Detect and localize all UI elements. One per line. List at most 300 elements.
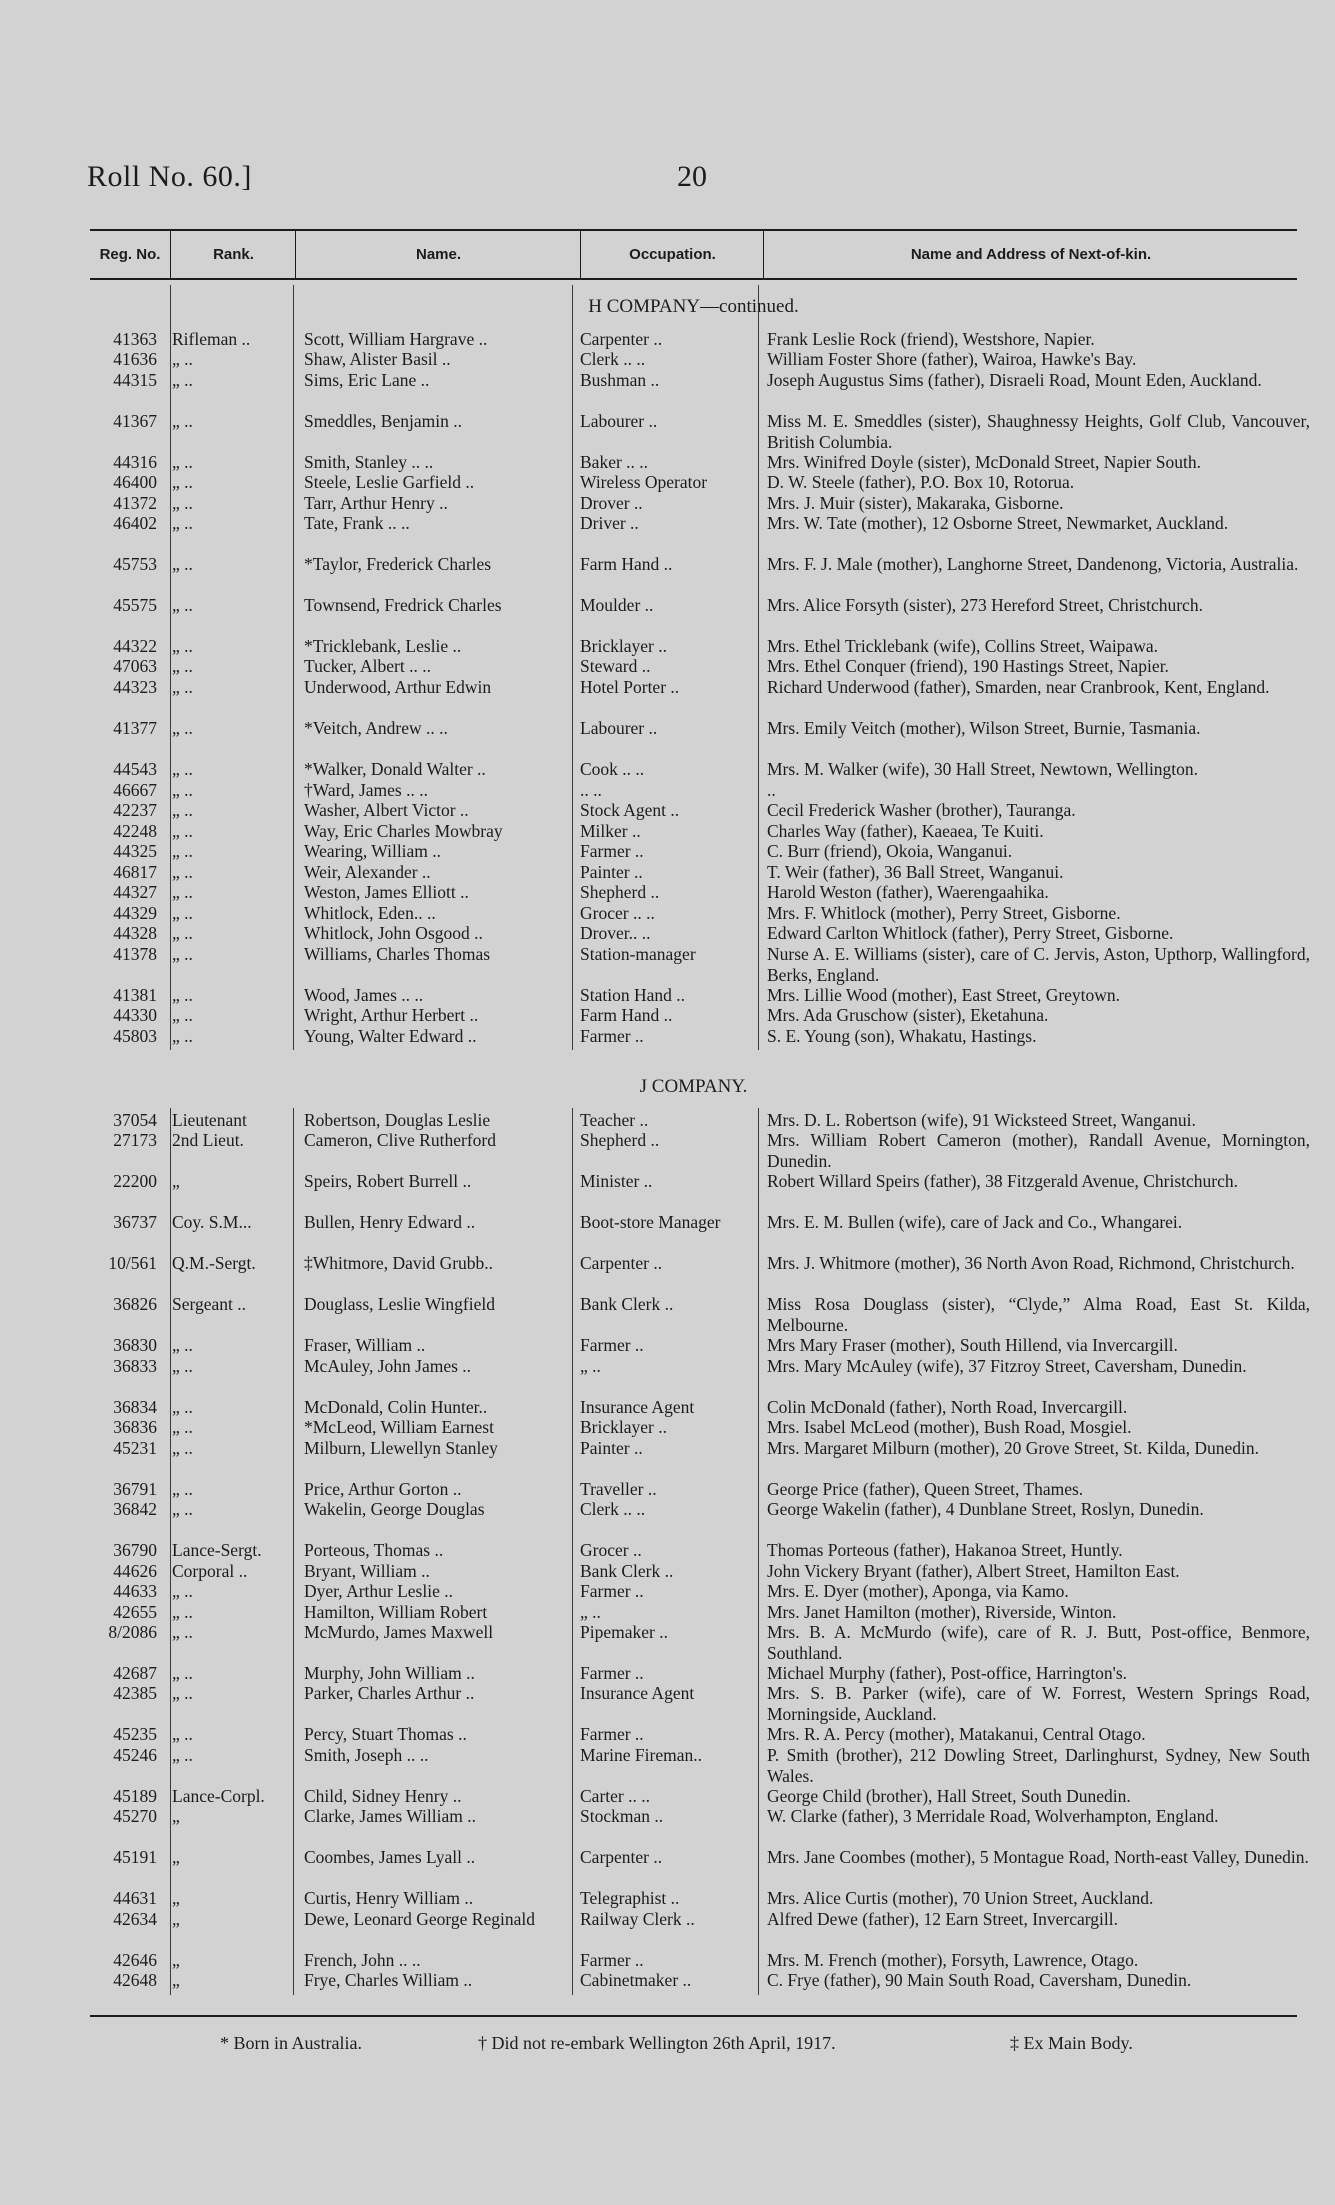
occupation: Painter .. bbox=[580, 862, 643, 882]
reg-number: 45189 bbox=[113, 1786, 157, 1806]
next-of-kin: W. Clarke (father), 3 Merridale Road, Wolverhampton, England. bbox=[767, 1806, 1219, 1826]
occupation: Telegraphist .. bbox=[580, 1888, 680, 1908]
next-of-kin: Harold Weston (father), Waerengaahika. bbox=[767, 882, 1049, 902]
next-of-kin: P. Smith (brother), 212 Dowling Street, Darlinghurst, Sydney, New South Wales. bbox=[767, 1745, 1310, 1786]
soldier-name: Sims, Eric Lane .. bbox=[304, 370, 430, 390]
next-of-kin: Richard Underwood (father), Smarden, near Cranbrook, Kent, England. bbox=[767, 677, 1270, 697]
reg-number: 44631 bbox=[113, 1888, 157, 1908]
reg-number: 44325 bbox=[113, 841, 157, 861]
next-of-kin: Mrs. Ethel Tricklebank (wife), Collins Street, Waipawa. bbox=[767, 636, 1158, 656]
occupation: Boot-store Manager bbox=[580, 1212, 721, 1232]
reg-number: 46667 bbox=[113, 780, 157, 800]
next-of-kin: Edward Carlton Whitlock (father), Perry Street, Gisborne. bbox=[767, 923, 1174, 943]
soldier-name: Tarr, Arthur Henry .. bbox=[304, 493, 448, 513]
next-of-kin: .. bbox=[767, 780, 776, 800]
occupation: Bank Clerk .. bbox=[580, 1561, 674, 1581]
next-of-kin: Mrs. M. Walker (wife), 30 Hall Street, Newtown, Wellington. bbox=[767, 759, 1199, 779]
reg-number: 44315 bbox=[113, 370, 157, 390]
reg-number: 42385 bbox=[113, 1683, 157, 1703]
soldier-name: Williams, Charles Thomas bbox=[304, 944, 491, 964]
reg-number: 42248 bbox=[113, 821, 157, 841]
rank: „ .. bbox=[172, 1417, 193, 1437]
occupation: Drover.. .. bbox=[580, 923, 651, 943]
soldier-name: Robertson, Douglas Leslie bbox=[304, 1110, 491, 1130]
rank: „ .. bbox=[172, 370, 193, 390]
column-rule bbox=[572, 285, 573, 1050]
soldier-name: Steele, Leslie Garfield .. bbox=[304, 472, 475, 492]
soldier-name: *Walker, Donald Walter .. bbox=[304, 759, 486, 779]
reg-number: 47063 bbox=[113, 656, 157, 676]
soldier-name: Wright, Arthur Herbert .. bbox=[304, 1005, 479, 1025]
reg-number: 41367 bbox=[113, 411, 157, 431]
next-of-kin: Mrs. Winifred Doyle (sister), McDonald Street, Napier South. bbox=[767, 452, 1201, 472]
next-of-kin: William Foster Shore (father), Wairoa, Hawke's Bay. bbox=[767, 349, 1137, 369]
reg-number: 44327 bbox=[113, 882, 157, 902]
next-of-kin: Frank Leslie Rock (friend), Westshore, Napier. bbox=[767, 329, 1095, 349]
rank: „ .. bbox=[172, 718, 193, 738]
soldier-name: Scott, William Hargrave .. bbox=[304, 329, 488, 349]
next-of-kin: Mrs. Isabel McLeod (mother), Bush Road, Mosgiel. bbox=[767, 1417, 1132, 1437]
rank: „ .. bbox=[172, 493, 193, 513]
next-of-kin: John Vickery Bryant (father), Albert Street, Hamilton East. bbox=[767, 1561, 1180, 1581]
next-of-kin: George Child (brother), Hall Street, South Dunedin. bbox=[767, 1786, 1131, 1806]
reg-number: 44322 bbox=[113, 636, 157, 656]
rank: Lance-Corpl. bbox=[172, 1786, 265, 1806]
occupation: Carpenter .. bbox=[580, 329, 663, 349]
rank: „ bbox=[172, 1847, 180, 1867]
reg-number: 46400 bbox=[113, 472, 157, 492]
next-of-kin: Mrs. Lillie Wood (mother), East Street, Greytown. bbox=[767, 985, 1121, 1005]
occupation: Cook .. .. bbox=[580, 759, 645, 779]
soldier-name: Frye, Charles William .. bbox=[304, 1970, 473, 1990]
reg-number: 46402 bbox=[113, 513, 157, 533]
soldier-name: *Taylor, Frederick Charles bbox=[304, 554, 492, 574]
soldier-name: Shaw, Alister Basil .. bbox=[304, 349, 451, 369]
soldier-name: Smith, Joseph .. .. bbox=[304, 1745, 429, 1765]
next-of-kin: Colin McDonald (father), North Road, Invercargill. bbox=[767, 1397, 1128, 1417]
soldier-name: Murphy, John William .. bbox=[304, 1663, 475, 1683]
reg-number: 45270 bbox=[113, 1806, 157, 1826]
reg-number: 45803 bbox=[113, 1026, 157, 1046]
next-of-kin: S. E. Young (son), Whakatu, Hastings. bbox=[767, 1026, 1037, 1046]
occupation: Marine Fireman.. bbox=[580, 1745, 702, 1765]
next-of-kin: Mrs. Emily Veitch (mother), Wilson Street, Burnie, Tasmania. bbox=[767, 718, 1201, 738]
soldier-name: Coombes, James Lyall .. bbox=[304, 1847, 476, 1867]
rank: Sergeant .. bbox=[172, 1294, 247, 1314]
occupation: Stock Agent .. bbox=[580, 800, 680, 820]
rank: „ .. bbox=[172, 903, 193, 923]
soldier-name: Weir, Alexander .. bbox=[304, 862, 431, 882]
next-of-kin: Cecil Frederick Washer (brother), Tauranga. bbox=[767, 800, 1076, 820]
occupation: Shepherd .. bbox=[580, 1130, 660, 1150]
occupation: Steward .. bbox=[580, 656, 651, 676]
occupation: Insurance Agent bbox=[580, 1683, 695, 1703]
soldier-name: Smeddles, Benjamin .. bbox=[304, 411, 462, 431]
soldier-name: Dewe, Leonard George Reginald bbox=[304, 1909, 535, 1929]
rank: „ .. bbox=[172, 1397, 193, 1417]
reg-number: 44328 bbox=[113, 923, 157, 943]
header-name: Name. bbox=[295, 231, 581, 278]
section-j-company: J COMPANY. bbox=[639, 1076, 748, 1097]
occupation: Farmer .. bbox=[580, 1663, 644, 1683]
soldier-name: *McLeod, William Earnest bbox=[304, 1417, 494, 1437]
soldier-name: Speirs, Robert Burrell .. bbox=[304, 1171, 472, 1191]
occupation: Painter .. bbox=[580, 1438, 643, 1458]
soldier-name: Wakelin, George Douglas bbox=[304, 1499, 485, 1519]
rank: „ .. bbox=[172, 1581, 193, 1601]
next-of-kin: Alfred Dewe (father), 12 Earn Street, Invercargill. bbox=[767, 1909, 1118, 1929]
roll-number: Roll No. 60.] bbox=[87, 160, 252, 193]
rank: „ .. bbox=[172, 1438, 193, 1458]
occupation: „ .. bbox=[580, 1356, 601, 1376]
reg-number: 41363 bbox=[113, 329, 157, 349]
soldier-name: ‡Whitmore, David Grubb.. bbox=[304, 1253, 494, 1273]
reg-number: 44316 bbox=[113, 452, 157, 472]
next-of-kin: Michael Murphy (father), Post-office, Harrington's. bbox=[767, 1663, 1128, 1683]
soldier-name: *Veitch, Andrew .. .. bbox=[304, 718, 448, 738]
reg-number: 10/561 bbox=[108, 1253, 157, 1273]
occupation: Stockman .. bbox=[580, 1806, 664, 1826]
soldier-name: Way, Eric Charles Mowbray bbox=[304, 821, 503, 841]
reg-number: 36737 bbox=[113, 1212, 157, 1232]
rank: „ .. bbox=[172, 882, 193, 902]
occupation: Milker .. bbox=[580, 821, 641, 841]
occupation: Drover .. bbox=[580, 493, 643, 513]
rank: „ .. bbox=[172, 1683, 193, 1703]
rank: „ bbox=[172, 1171, 180, 1191]
soldier-name: McDonald, Colin Hunter.. bbox=[304, 1397, 488, 1417]
occupation: Teacher .. bbox=[580, 1110, 649, 1130]
reg-number: 22200 bbox=[113, 1171, 157, 1191]
occupation: Farmer .. bbox=[580, 1026, 644, 1046]
rank: „ .. bbox=[172, 800, 193, 820]
rank: „ .. bbox=[172, 1724, 193, 1744]
soldier-name: Townsend, Fredrick Charles bbox=[304, 595, 502, 615]
occupation: Carter .. .. bbox=[580, 1786, 650, 1806]
reg-number: 8/2086 bbox=[108, 1622, 157, 1642]
occupation: Cabinetmaker .. bbox=[580, 1970, 692, 1990]
rank: „ .. bbox=[172, 411, 193, 431]
next-of-kin: Mrs. J. Muir (sister), Makaraka, Gisborne. bbox=[767, 493, 1064, 513]
rank: „ .. bbox=[172, 554, 193, 574]
occupation: Railway Clerk .. bbox=[580, 1909, 695, 1929]
occupation: Hotel Porter .. bbox=[580, 677, 680, 697]
next-of-kin: Mrs. Ada Gruschow (sister), Eketahuna. bbox=[767, 1005, 1049, 1025]
next-of-kin: Mrs. Alice Forsyth (sister), 273 Hereford Street, Christchurch. bbox=[767, 595, 1203, 615]
rank: „ bbox=[172, 1888, 180, 1908]
soldier-name: Tucker, Albert .. .. bbox=[304, 656, 431, 676]
occupation: Bushman .. bbox=[580, 370, 660, 390]
reg-number: 41377 bbox=[113, 718, 157, 738]
reg-number: 44330 bbox=[113, 1005, 157, 1025]
next-of-kin: Mrs. E. Dyer (mother), Aponga, via Kamo. bbox=[767, 1581, 1069, 1601]
next-of-kin: Mrs Mary Fraser (mother), South Hillend, via Invercargill. bbox=[767, 1335, 1178, 1355]
rank: „ .. bbox=[172, 1745, 193, 1765]
next-of-kin: Joseph Augustus Sims (father), Disraeli Road, Mount Eden, Auckland. bbox=[767, 370, 1262, 390]
next-of-kin: Mrs. S. B. Parker (wife), care of W. Forrest, Western Springs Road, Morningside, Auckland. bbox=[767, 1683, 1310, 1724]
soldier-name: Fraser, William .. bbox=[304, 1335, 426, 1355]
column-rule bbox=[572, 1108, 573, 1995]
occupation: Clerk .. .. bbox=[580, 349, 646, 369]
soldier-name: Cameron, Clive Rutherford bbox=[304, 1130, 496, 1150]
reg-number: 36836 bbox=[113, 1417, 157, 1437]
rank: „ bbox=[172, 1970, 180, 1990]
header-next-of-kin: Name and Address of Next-of-kin. bbox=[763, 231, 1298, 278]
reg-number: 46817 bbox=[113, 862, 157, 882]
rank: Rifleman .. bbox=[172, 329, 251, 349]
reg-number: 41372 bbox=[113, 493, 157, 513]
rank: „ .. bbox=[172, 841, 193, 861]
next-of-kin: George Wakelin (father), 4 Dunblane Street, Roslyn, Dunedin. bbox=[767, 1499, 1204, 1519]
reg-number: 45235 bbox=[113, 1724, 157, 1744]
next-of-kin: Mrs. Ethel Conquer (friend), 190 Hastings Street, Napier. bbox=[767, 656, 1169, 676]
occupation: Farmer .. bbox=[580, 1335, 644, 1355]
next-of-kin: Mrs. F. Whitlock (mother), Perry Street, Gisborne. bbox=[767, 903, 1121, 923]
next-of-kin: Miss Rosa Douglass (sister), “Clyde,” Alma Road, East St. Kilda, Melbourne. bbox=[767, 1294, 1310, 1335]
rank: „ .. bbox=[172, 656, 193, 676]
reg-number: 44329 bbox=[113, 903, 157, 923]
page-header bbox=[87, 160, 1297, 200]
next-of-kin: D. W. Steele (father), P.O. Box 10, Rotorua. bbox=[767, 472, 1075, 492]
rank: „ .. bbox=[172, 1005, 193, 1025]
footnotes bbox=[90, 2015, 1297, 2053]
reg-number: 45575 bbox=[113, 595, 157, 615]
reg-number: 42687 bbox=[113, 1663, 157, 1683]
reg-number: 36842 bbox=[113, 1499, 157, 1519]
occupation: Station-manager bbox=[580, 944, 696, 964]
occupation: Farmer .. bbox=[580, 1581, 644, 1601]
rank: „ .. bbox=[172, 1356, 193, 1376]
rank: Lance-Sergt. bbox=[172, 1540, 262, 1560]
rank: „ .. bbox=[172, 862, 193, 882]
next-of-kin: Mrs. F. J. Male (mother), Langhorne Street, Dandenong, Victoria, Australia. bbox=[767, 554, 1299, 574]
rank: „ .. bbox=[172, 349, 193, 369]
next-of-kin: Mrs. Margaret Milburn (mother), 20 Grove Street, St. Kilda, Dunedin. bbox=[767, 1438, 1260, 1458]
rank: „ .. bbox=[172, 985, 193, 1005]
rank: „ .. bbox=[172, 780, 193, 800]
footnote-ex-main-body: ‡ Ex Main Body. bbox=[1010, 2033, 1133, 2053]
rank: „ .. bbox=[172, 595, 193, 615]
rank: „ bbox=[172, 1806, 180, 1826]
rank: 2nd Lieut. bbox=[172, 1130, 244, 1150]
reg-number: 44633 bbox=[113, 1581, 157, 1601]
next-of-kin: George Price (father), Queen Street, Thames. bbox=[767, 1479, 1084, 1499]
next-of-kin: Mrs. E. M. Bullen (wife), care of Jack and Co., Whangarei. bbox=[767, 1212, 1183, 1232]
occupation: Bricklayer .. bbox=[580, 1417, 667, 1437]
reg-number: 42237 bbox=[113, 800, 157, 820]
occupation: Labourer .. bbox=[580, 718, 658, 738]
reg-number: 44626 bbox=[113, 1561, 157, 1581]
rank: „ .. bbox=[172, 944, 193, 964]
next-of-kin: Mrs. William Robert Cameron (mother), Randall Avenue, Mornington, Dunedin. bbox=[767, 1130, 1310, 1171]
rank: „ .. bbox=[172, 513, 193, 533]
rank: Lieutenant bbox=[172, 1110, 247, 1130]
soldier-name: †Ward, James .. .. bbox=[304, 780, 428, 800]
header-occupation: Occupation. bbox=[580, 231, 764, 278]
soldier-name: Dyer, Arthur Leslie .. bbox=[304, 1581, 453, 1601]
column-headers bbox=[90, 229, 1297, 280]
occupation: Carpenter .. bbox=[580, 1847, 663, 1867]
soldier-name: Washer, Albert Victor .. bbox=[304, 800, 469, 820]
next-of-kin: Mrs. B. A. McMurdo (wife), care of R. J. Butt, Post-office, Benmore, Southland. bbox=[767, 1622, 1310, 1663]
occupation: .. .. bbox=[580, 780, 602, 800]
column-rule bbox=[293, 1108, 294, 1995]
soldier-name: Wearing, William .. bbox=[304, 841, 442, 861]
soldier-name: Milburn, Llewellyn Stanley bbox=[304, 1438, 498, 1458]
footnote-born-australia: * Born in Australia. bbox=[220, 2033, 362, 2053]
reg-number: 45231 bbox=[113, 1438, 157, 1458]
reg-number: 36791 bbox=[113, 1479, 157, 1499]
soldier-name: Bryant, William .. bbox=[304, 1561, 430, 1581]
next-of-kin: Thomas Porteous (father), Hakanoa Street, Huntly. bbox=[767, 1540, 1123, 1560]
rank: Corporal .. bbox=[172, 1561, 248, 1581]
occupation: Bricklayer .. bbox=[580, 636, 667, 656]
column-rule bbox=[170, 1108, 171, 1995]
reg-number: 45191 bbox=[113, 1847, 157, 1867]
reg-number: 42634 bbox=[113, 1909, 157, 1929]
soldier-name: Clarke, James William .. bbox=[304, 1806, 476, 1826]
reg-number: 36830 bbox=[113, 1335, 157, 1355]
occupation: Farm Hand .. bbox=[580, 554, 673, 574]
rank: „ .. bbox=[172, 1622, 193, 1642]
soldier-name: *Tricklebank, Leslie .. bbox=[304, 636, 462, 656]
soldier-name: Bullen, Henry Edward .. bbox=[304, 1212, 476, 1232]
occupation: Baker .. .. bbox=[580, 452, 649, 472]
next-of-kin: Mrs. Mary McAuley (wife), 37 Fitzroy Street, Caversham, Dunedin. bbox=[767, 1356, 1247, 1376]
soldier-name: Parker, Charles Arthur .. bbox=[304, 1683, 475, 1703]
reg-number: 45246 bbox=[113, 1745, 157, 1765]
column-rule bbox=[758, 1108, 759, 1995]
occupation: Insurance Agent bbox=[580, 1397, 695, 1417]
rank: „ .. bbox=[172, 1335, 193, 1355]
occupation: Carpenter .. bbox=[580, 1253, 663, 1273]
occupation: Farmer .. bbox=[580, 1950, 644, 1970]
reg-number: 45753 bbox=[113, 554, 157, 574]
occupation: Grocer .. bbox=[580, 1540, 642, 1560]
rank: Q.M.-Sergt. bbox=[172, 1253, 256, 1273]
next-of-kin: Mrs. W. Tate (mother), 12 Osborne Street, Newmarket, Auckland. bbox=[767, 513, 1229, 533]
soldier-name: Tate, Frank .. .. bbox=[304, 513, 410, 533]
reg-number: 36790 bbox=[113, 1540, 157, 1560]
next-of-kin: Robert Willard Speirs (father), 38 Fitzgerald Avenue, Christchurch. bbox=[767, 1171, 1239, 1191]
rank: „ .. bbox=[172, 636, 193, 656]
occupation: „ .. bbox=[580, 1602, 601, 1622]
section-h-company: H COMPANY—continued. bbox=[588, 296, 799, 317]
rank: „ .. bbox=[172, 677, 193, 697]
occupation: Clerk .. .. bbox=[580, 1499, 646, 1519]
next-of-kin: C. Frye (father), 90 Main South Road, Caversham, Dunedin. bbox=[767, 1970, 1192, 1990]
rank: „ .. bbox=[172, 923, 193, 943]
footnote-did-not-reembark: † Did not re-embark Wellington 26th April, 1917. bbox=[478, 2033, 836, 2053]
reg-number: 42646 bbox=[113, 1950, 157, 1970]
soldier-name: Douglass, Leslie Wingfield bbox=[304, 1294, 495, 1314]
soldier-name: Hamilton, William Robert bbox=[304, 1602, 488, 1622]
reg-number: 41636 bbox=[113, 349, 157, 369]
rank: „ .. bbox=[172, 1663, 193, 1683]
reg-number: 36834 bbox=[113, 1397, 157, 1417]
rank: „ bbox=[172, 1909, 180, 1929]
soldier-name: Underwood, Arthur Edwin bbox=[304, 677, 492, 697]
next-of-kin: Nurse A. E. Williams (sister), care of C. Jervis, Aston, Upthorp, Wallingford, Berks, England. bbox=[767, 944, 1310, 985]
rank: „ .. bbox=[172, 759, 193, 779]
rank: „ .. bbox=[172, 1026, 193, 1046]
occupation: Farmer .. bbox=[580, 841, 644, 861]
occupation: Labourer .. bbox=[580, 411, 658, 431]
reg-number: 42648 bbox=[113, 1970, 157, 1990]
column-rule bbox=[293, 285, 294, 1050]
next-of-kin: Miss M. E. Smeddles (sister), Shaughnessy Heights, Golf Club, Vancouver, British Columbia. bbox=[767, 411, 1310, 452]
reg-number: 27173 bbox=[113, 1130, 157, 1150]
soldier-name: Whitlock, Eden.. .. bbox=[304, 903, 436, 923]
occupation: Bank Clerk .. bbox=[580, 1294, 674, 1314]
next-of-kin: Mrs. J. Whitmore (mother), 36 North Avon Road, Richmond, Christchurch. bbox=[767, 1253, 1295, 1273]
column-rule bbox=[170, 285, 171, 1050]
soldier-name: Curtis, Henry William .. bbox=[304, 1888, 474, 1908]
occupation: Farm Hand .. bbox=[580, 1005, 673, 1025]
reg-number: 44543 bbox=[113, 759, 157, 779]
next-of-kin: T. Weir (father), 36 Ball Street, Wanganui. bbox=[767, 862, 1064, 882]
soldier-name: Whitlock, John Osgood .. bbox=[304, 923, 483, 943]
soldier-name: McAuley, John James .. bbox=[304, 1356, 472, 1376]
soldier-name: Percy, Stuart Thomas .. bbox=[304, 1724, 467, 1744]
header-reg-no: Reg. No. bbox=[99, 246, 161, 263]
soldier-name: Child, Sidney Henry .. bbox=[304, 1786, 462, 1806]
reg-number: 41381 bbox=[113, 985, 157, 1005]
soldier-name: Wood, James .. .. bbox=[304, 985, 424, 1005]
rank: „ .. bbox=[172, 821, 193, 841]
soldier-name: Young, Walter Edward .. bbox=[304, 1026, 477, 1046]
rank: „ .. bbox=[172, 1499, 193, 1519]
rank: „ .. bbox=[172, 1479, 193, 1499]
occupation: Minister .. bbox=[580, 1171, 653, 1191]
occupation: Station Hand .. bbox=[580, 985, 685, 1005]
reg-number: 36833 bbox=[113, 1356, 157, 1376]
soldier-name: Smith, Stanley .. .. bbox=[304, 452, 434, 472]
reg-number: 42655 bbox=[113, 1602, 157, 1622]
reg-number: 44323 bbox=[113, 677, 157, 697]
next-of-kin: Mrs. Jane Coombes (mother), 5 Montague Road, North-east Valley, Dunedin. bbox=[767, 1847, 1309, 1867]
rank: „ .. bbox=[172, 472, 193, 492]
soldier-name: McMurdo, James Maxwell bbox=[304, 1622, 494, 1642]
occupation: Driver .. bbox=[580, 513, 639, 533]
reg-number: 36826 bbox=[113, 1294, 157, 1314]
soldier-name: Porteous, Thomas .. bbox=[304, 1540, 444, 1560]
column-rule bbox=[758, 285, 759, 1050]
rank: „ .. bbox=[172, 1602, 193, 1622]
next-of-kin: Mrs. Alice Curtis (mother), 70 Union Street, Auckland. bbox=[767, 1888, 1154, 1908]
next-of-kin: C. Burr (friend), Okoia, Wanganui. bbox=[767, 841, 1013, 861]
soldier-name: Price, Arthur Gorton .. bbox=[304, 1479, 462, 1499]
reg-number: 41378 bbox=[113, 944, 157, 964]
occupation: Farmer .. bbox=[580, 1724, 644, 1744]
next-of-kin: Mrs. M. French (mother), Forsyth, Lawrence, Otago. bbox=[767, 1950, 1139, 1970]
header-rank: Rank. bbox=[170, 231, 296, 278]
occupation: Wireless Operator bbox=[580, 472, 708, 492]
occupation: Grocer .. .. bbox=[580, 903, 655, 923]
occupation: Shepherd .. bbox=[580, 882, 660, 902]
occupation: Pipemaker .. bbox=[580, 1622, 668, 1642]
next-of-kin: Charles Way (father), Kaeaea, Te Kuiti. bbox=[767, 821, 1044, 841]
rank: „ .. bbox=[172, 452, 193, 472]
occupation: Traveller .. bbox=[580, 1479, 657, 1499]
soldier-name: Weston, James Elliott .. bbox=[304, 882, 469, 902]
next-of-kin: Mrs. Janet Hamilton (mother), Riverside, Winton. bbox=[767, 1602, 1117, 1622]
reg-number: 37054 bbox=[113, 1110, 157, 1130]
next-of-kin: Mrs. R. A. Percy (mother), Matakanui, Central Otago. bbox=[767, 1724, 1146, 1744]
page-number: 20 bbox=[677, 160, 707, 193]
next-of-kin: Mrs. D. L. Robertson (wife), 91 Wicksteed Street, Wanganui. bbox=[767, 1110, 1196, 1130]
rank: „ bbox=[172, 1950, 180, 1970]
